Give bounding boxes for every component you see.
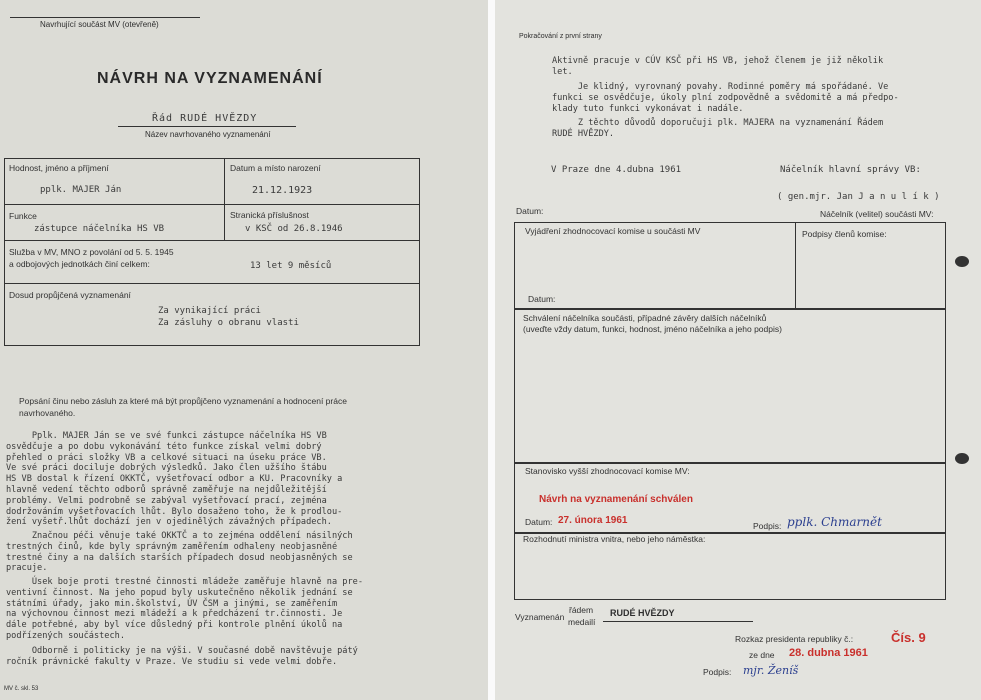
higher-date-value: 27. února 1961 (558, 515, 628, 526)
awards-label: Dosud propůjčená vyznamenání (9, 290, 131, 300)
place-date: V Praze dne 4.dubna 1961 (551, 165, 682, 175)
col-divider-2 (224, 204, 225, 240)
unit-chief-label: Náčelník (velitel) součásti MV: (820, 209, 934, 219)
higher-commission-label: Stanovisko vyšší zhodnocovací komise MV: (525, 466, 690, 476)
row-divider-2 (4, 240, 420, 241)
row-divider-1 (4, 204, 420, 205)
president-order-number: Čís. 9 (891, 630, 926, 645)
approved-stamp: Návrh na vyznamenání schválen (539, 494, 693, 505)
higher-signature: pplk. Chmarnět (787, 515, 882, 529)
continuation-header: Pokračování z první strany (519, 33, 602, 40)
service-label-2: a odbojových jednotkách činí celkem: (9, 259, 150, 269)
right-paragraph-2: Je klidný, vyrovnaný povahy. Rodinné poměry má spořádané. Ve funkci se osvědčuje, úkoly plní zodpovědně a svědomitě a má předpo- klady tuto funkci vykonávat i nadále. (552, 82, 899, 114)
name-value: pplk. MAJER Ján (40, 185, 122, 195)
issuer-label: Navrhující součást MV (otevřeně) (40, 20, 159, 29)
final-signature-label: Podpis: (703, 667, 732, 677)
party-value: v KSČ od 26.8.1946 (245, 224, 343, 234)
form-title: NÁVRH NA VYZNAMENÁNÍ (97, 70, 323, 87)
deed-paragraph-4: Odborně i politicky je na výši. V současné době navštěvuje pátý ročník právnické fakulty v Praze. Ve studiu si vede velmi dobře. (6, 646, 358, 667)
punch-hole-top (955, 256, 969, 267)
page-gap (488, 0, 495, 700)
award-item-1: Za vynikající práci (158, 306, 261, 316)
party-label: Stranická příslušnost (230, 210, 309, 220)
minister-label: Rozhodnutí ministra vnitra, nebo jeho náměstka: (523, 534, 706, 544)
higher-signature-label: Podpis: (753, 521, 782, 531)
left-page (0, 0, 488, 700)
chief-title: Náčelník hlavní správy VB: (780, 165, 921, 175)
awarded-value: RUDÉ HVĚZDY (610, 608, 675, 618)
deed-paragraph-1: Pplk. MAJER Ján se ve své funkci zástupce náčelníka HS VB osvědčuje a po dobu vykonávání této funkce získal velmi dobrý přehled o práci složky VB a celkové situaci na úseku práce VB. Ve své práci dociluje dobrých výsledků. Jako člen užšího štábu HS VB dostal k řízení OKKTČ, vyšetřovací odbor a KU. Pracovníky a hlavně vedení těchto odborů správně zaměřuje na nejdůležitější problémy. Velmi podrobně se zabýval vyšetřovací prací, zejména dodržováním vyšetřovacích lhůt. Bylo dosaženo toho, že k prodlou- žení vyšetř.lhůt dochází jen v ojedinělých závažných případech. (6, 431, 343, 528)
birth-label: Datum a místo narození (230, 163, 321, 173)
approval-label-1: Schválení náčelníka součásti, případné závěry dalších náčelníků (523, 313, 767, 323)
deed-label-1: Popsání činu nebo zásluh za které má být propůjčeno vyznamenání a hodnocení práce (19, 396, 347, 406)
president-date-value: 28. dubna 1961 (789, 647, 868, 659)
function-value: zástupce náčelníka HS VB (34, 224, 165, 234)
col-divider-1 (224, 158, 225, 204)
approval-label-2: (uveďte vždy datum, funkci, hodnost, jméno náčelníka a jeho podpis) (523, 324, 782, 334)
function-label: Funkce (9, 211, 37, 221)
order-caption: Název navrhovaného vyznamenání (145, 130, 271, 139)
higher-date-label: Datum: (525, 517, 553, 527)
date-label: Datum: (516, 206, 544, 216)
service-label-1: Služba v MV, MNO z povolání od 5. 5. 1945 (9, 247, 174, 257)
order-name: Řád RUDÉ HVĚZDY (152, 113, 258, 124)
chief-name: ( gen.mjr. Jan J a n u l í k ) (777, 192, 940, 202)
deed-paragraph-2: Značnou péči věnuje také OKKTČ a to zejména oddělení násilných trestných činů, kde byly správným zaměřením odhaleny neobjasněné trestné činy a na dalších starších případech dosud neobjasněných se pracuje. (6, 531, 353, 574)
final-signature: mjr. Ženíš (743, 664, 799, 677)
punch-hole-bottom (955, 453, 969, 464)
awarded-order-word: řádem (569, 605, 594, 615)
commission-divider (795, 222, 796, 310)
president-order-label: Rozkaz presidenta republiky č.: (735, 634, 854, 644)
commission-signatures-label: Podpisy členů komise: (802, 229, 887, 239)
awarded-label: Vyznamenán (515, 612, 565, 622)
president-date-label: ze dne (749, 650, 775, 660)
commission-date-label: Datum: (528, 294, 556, 304)
right-paragraph-3: Z těchto důvodů doporučuji plk. MAJERA na vyznamenání Řádem RUDÉ HVĚZDY. (552, 118, 884, 139)
order-line (118, 126, 296, 127)
deed-paragraph-3: Úsek boje proti trestné činnosti mládeže zaměřuje hlavně na pre- ventivní činnost. Na jeho popud byly uskutečněno několik jednání se státními úřady, jako min.školství, ÚV ČSM a jinými, se zaměřením na výchovnou činnost mezi mládeží a k předcházení tr.činnosti. Je dále potřebné, aby byl více důsledný při kontrole plnění úkolů na podřízených součástech. (6, 577, 363, 641)
commission-label: Vyjádření zhodnocovací komise u součásti MV (525, 226, 701, 236)
deed-label-2: navrhovaného. (19, 408, 76, 418)
service-value: 13 let 9 měsíců (250, 261, 332, 271)
issuer-line (10, 17, 200, 18)
form-number: MV č. skl. 53 (4, 686, 39, 692)
right-paragraph-1: Aktivně pracuje v CÚV KSČ při HS VB, jehož členem je již několik let. (552, 56, 884, 77)
row-divider-3 (4, 283, 420, 284)
awarded-medal-word: medailí (568, 617, 596, 627)
name-label: Hodnost, jméno a příjmení (9, 163, 109, 173)
birth-value: 21.12.1923 (252, 185, 313, 196)
right-page (495, 0, 981, 700)
awarded-line (603, 621, 753, 622)
award-item-2: Za zásluhy o obranu vlasti (158, 318, 299, 328)
